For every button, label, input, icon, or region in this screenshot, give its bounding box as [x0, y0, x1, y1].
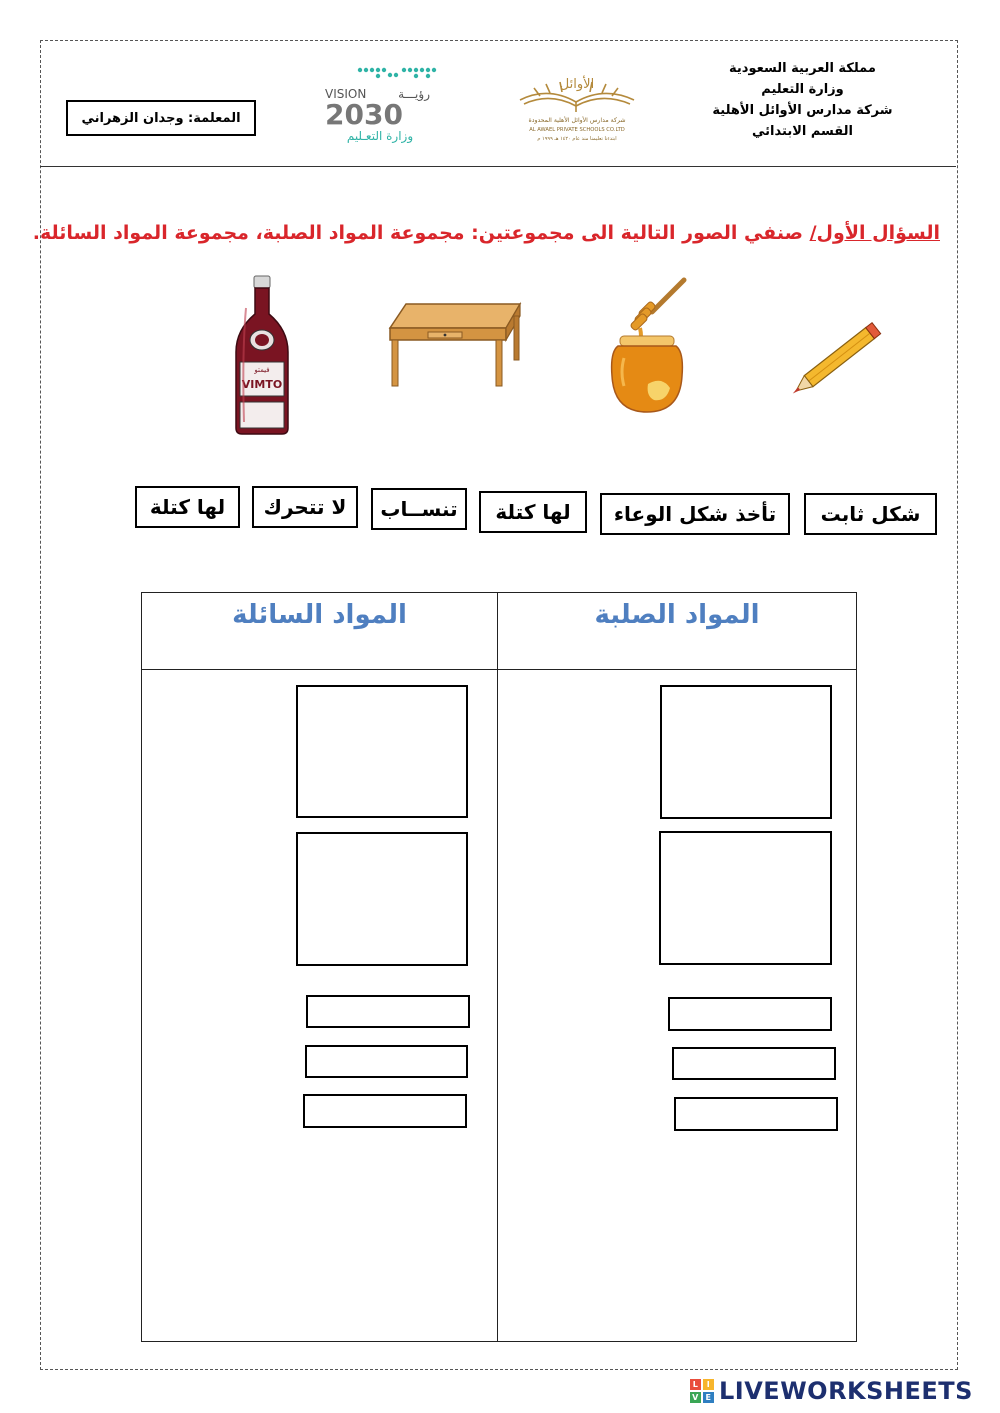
bottle-label-ar: فيمتو	[254, 366, 270, 374]
word-card-5[interactable]	[252, 486, 358, 528]
brand-icon-v: V	[690, 1392, 701, 1403]
teacher-name: المعلمة: وجدان الزهراني	[81, 110, 241, 126]
school-logo-caption-en: AL AWAEL PRIVATE SCHOOLS CO.LTD	[529, 127, 625, 133]
word-card-4[interactable]	[371, 488, 467, 530]
liquid-image-drop-2[interactable]	[296, 832, 468, 966]
word-card-2[interactable]	[600, 493, 790, 535]
pencil-image[interactable]	[780, 320, 892, 402]
word-card-2-label: تأخذ شكل الوعاء	[613, 502, 777, 526]
solid-header-text: المواد الصلبة	[594, 600, 760, 630]
question-1	[32, 222, 940, 244]
header-divider	[40, 166, 956, 167]
bottle-icon	[228, 272, 296, 437]
open-book-logo-icon	[510, 66, 645, 146]
table-header-divider	[141, 669, 857, 670]
brand-icon-e: E	[703, 1392, 714, 1403]
table-column-divider	[497, 592, 498, 1342]
liveworksheets-brand[interactable]	[690, 1374, 995, 1408]
brand-icon-l: L	[690, 1379, 701, 1390]
bottle-label: VIMTO	[241, 378, 283, 391]
brand-icon-i: I	[703, 1379, 714, 1390]
header-institution	[700, 58, 905, 142]
vision-word-ar: رؤيـــة	[398, 87, 430, 101]
vision-year: 2030	[325, 98, 403, 131]
school-logo-name: الأوائل	[559, 77, 595, 92]
question-text: صنفي الصور التالية الى مجموعتين: مجموعة المواد الصلبة، مجموعة المواد السائلة.	[32, 222, 810, 244]
header-line-4: القسم الابتدائي	[752, 124, 853, 139]
question-lead: السؤال الأول/	[809, 222, 940, 244]
teacher-name-box	[66, 100, 256, 136]
word-card-5-label: لا تتحرك	[263, 495, 347, 519]
school-logo-since: ابتدءنا تعليمنا منذ عام ١٤٢٠ هـ ١٩٩٩ م	[537, 136, 617, 142]
table-icon	[388, 300, 523, 390]
liveworksheets-icon	[690, 1379, 714, 1403]
vision-2030-icon	[320, 62, 445, 144]
liveworksheets-text: LIVEWORKSHEETS	[719, 1377, 973, 1405]
pencil-icon	[780, 320, 892, 402]
school-logo	[510, 66, 645, 146]
solid-image-drop-2[interactable]	[659, 831, 832, 965]
vision-ministry: وزارة التعـليم	[346, 129, 414, 143]
word-card-3-label: لها كتلة	[495, 500, 571, 524]
honey-jar-image[interactable]	[606, 276, 688, 416]
liquid-text-drop-2[interactable]	[305, 1045, 468, 1078]
header-line-3: شركة مدارس الأوائل الأهلية	[712, 103, 893, 118]
solid-text-drop-1[interactable]	[668, 997, 832, 1031]
word-card-1-label: شكل ثابت	[820, 502, 921, 526]
school-logo-caption: شركة مدارس الأوائل الأهلية المحدودة	[528, 117, 626, 124]
liquid-header-text: المواد السائلة	[232, 600, 407, 630]
liquid-text-drop-1[interactable]	[306, 995, 470, 1028]
vision-2030-logo	[320, 62, 445, 144]
word-card-6-label: لها كتلة	[149, 495, 226, 519]
word-card-6[interactable]	[135, 486, 240, 528]
liquid-text-drop-3[interactable]	[303, 1094, 467, 1128]
word-card-3[interactable]	[479, 491, 587, 533]
solid-image-drop-1[interactable]	[660, 685, 832, 819]
word-card-4-label: تنســاب	[380, 497, 458, 521]
solid-text-drop-2[interactable]	[672, 1047, 836, 1080]
word-card-1[interactable]	[804, 493, 937, 535]
liquid-image-drop-1[interactable]	[296, 685, 468, 818]
liquid-column-header	[142, 592, 497, 638]
header-line-1: مملكة العربية السعودية	[729, 61, 876, 76]
solid-column-header	[498, 592, 856, 638]
header-line-2: وزارة التعليم	[761, 82, 844, 97]
honey-jar-icon	[606, 276, 688, 416]
solid-text-drop-3[interactable]	[674, 1097, 838, 1131]
table-image[interactable]	[388, 300, 523, 390]
vimto-bottle-image[interactable]	[228, 272, 296, 437]
vision-word: VISION	[325, 87, 367, 101]
